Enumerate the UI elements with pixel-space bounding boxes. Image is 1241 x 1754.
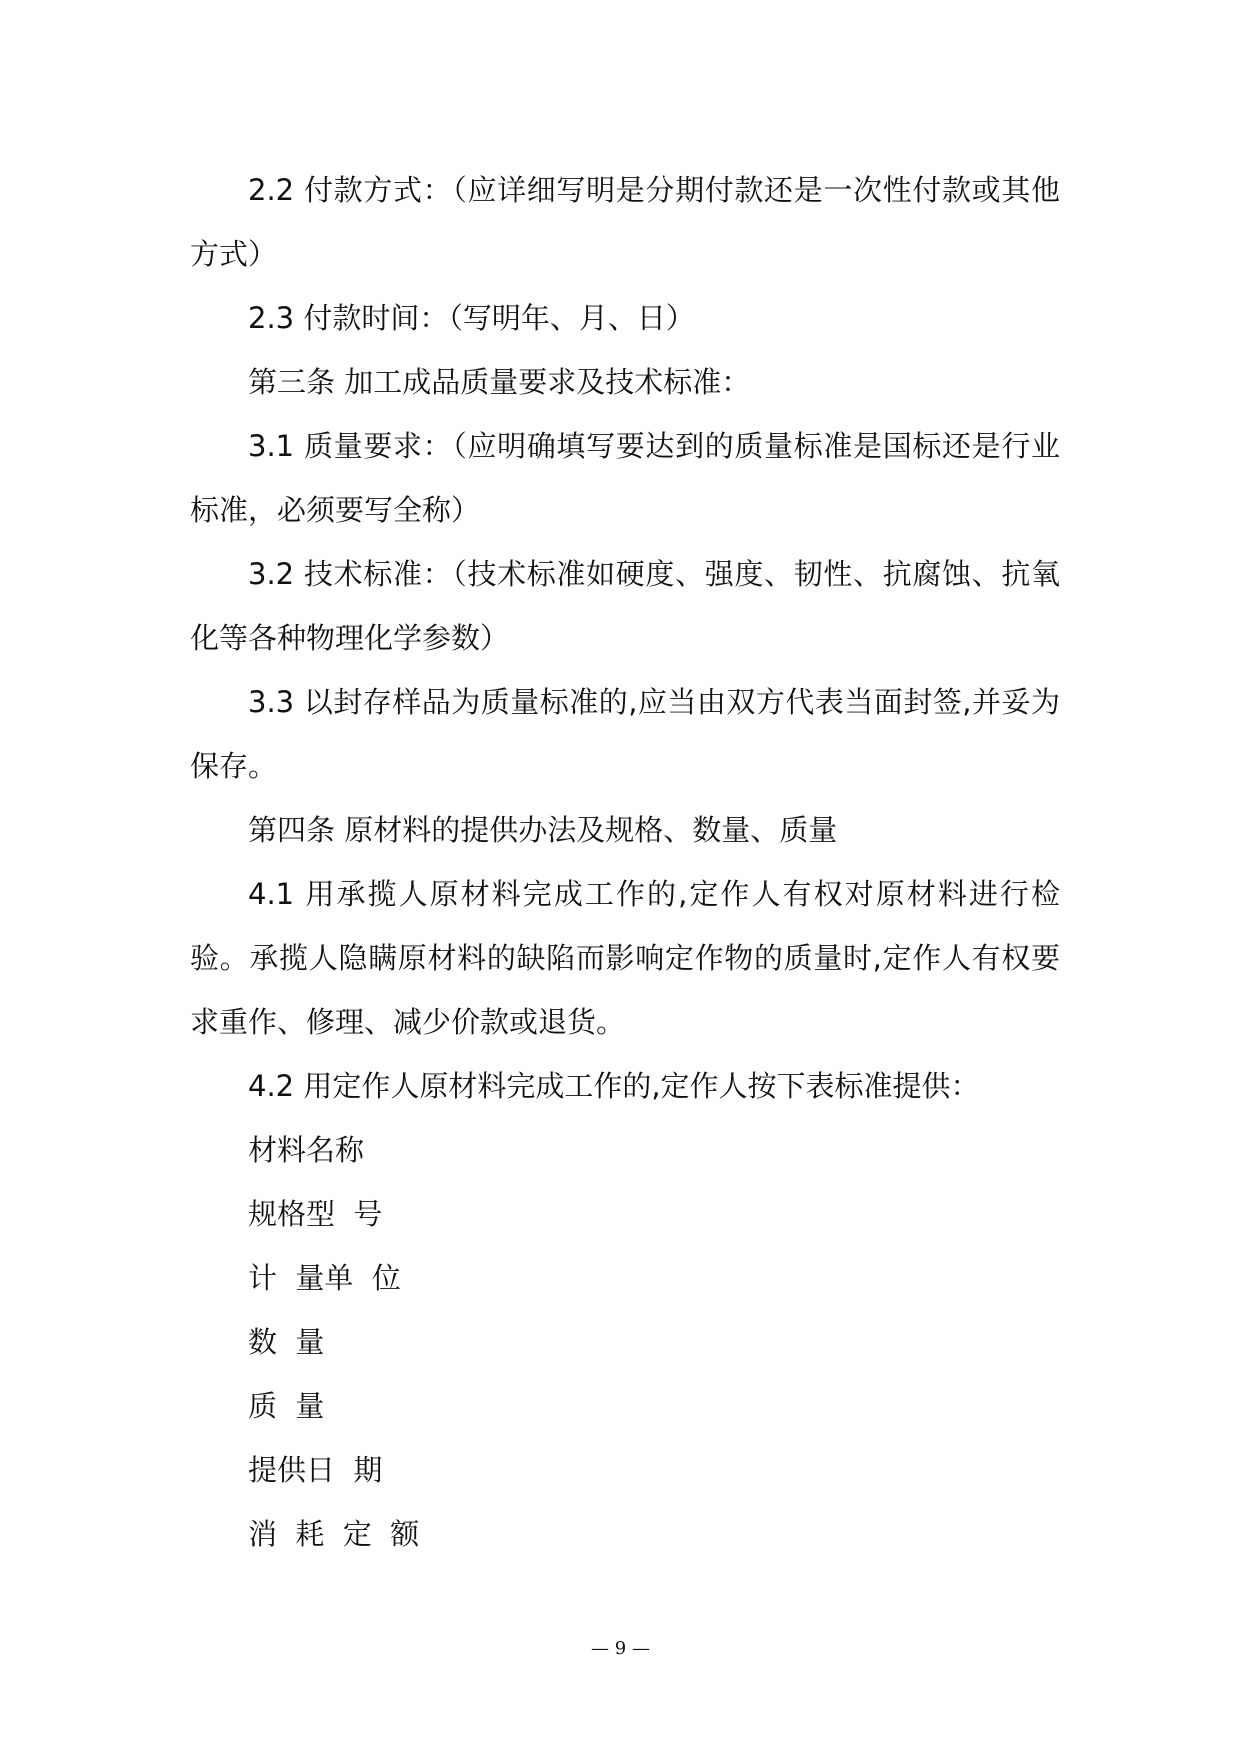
paragraph-2-3: 2.3 付款时间：（写明年、月、日） <box>248 301 695 335</box>
paragraph-3-1: 3.1 质量要求：（应明确填写要达到的质量标准是国标还是行业标准，必须要写全称） <box>190 429 1060 527</box>
table-item-consumption-quota: 消 耗 定 额 <box>248 1517 420 1551</box>
paragraph-4-2: 4.2 用定作人原材料完成工作的,定作人按下表标准提供： <box>248 1069 980 1103</box>
paragraph-3-3: 3.3 以封存样品为质量标准的,应当由双方代表当面封签,并妥为保存。 <box>190 685 1060 783</box>
material-table-items <box>190 1118 1060 1566</box>
table-item-unit: 计 量单 位 <box>248 1261 401 1295</box>
paragraph-2-2: 2.2 付款方式：（应详细写明是分期付款还是一次性付款或其他方式） <box>190 173 1060 271</box>
article-3-heading: 第三条 加工成品质量要求及技术标准： <box>248 365 751 399</box>
page-number: — 9 — <box>591 1638 650 1659</box>
paragraph-4-1: 4.1 用承揽人原材料完成工作的,定作人有权对原材料进行检验。承揽人隐瞒原材料的缺陷而影响定作物的质量时,定作人有权要求重作、修理、减少价款或退货。 <box>190 877 1060 1039</box>
table-item-quality: 质 量 <box>248 1389 325 1423</box>
paragraph-3-2: 3.2 技术标准：（技术标准如硬度、强度、韧性、抗腐蚀、抗氧化等各种物理化学参数） <box>190 557 1060 655</box>
table-item-material-name: 材料名称 <box>248 1133 365 1167</box>
document-body <box>190 158 1060 1566</box>
table-item-spec-model: 规格型 号 <box>248 1197 383 1231</box>
table-item-supply-date: 提供日 期 <box>248 1453 383 1487</box>
table-item-quantity: 数 量 <box>248 1325 325 1359</box>
article-4-heading: 第四条 原材料的提供办法及规格、数量、质量 <box>248 813 838 847</box>
